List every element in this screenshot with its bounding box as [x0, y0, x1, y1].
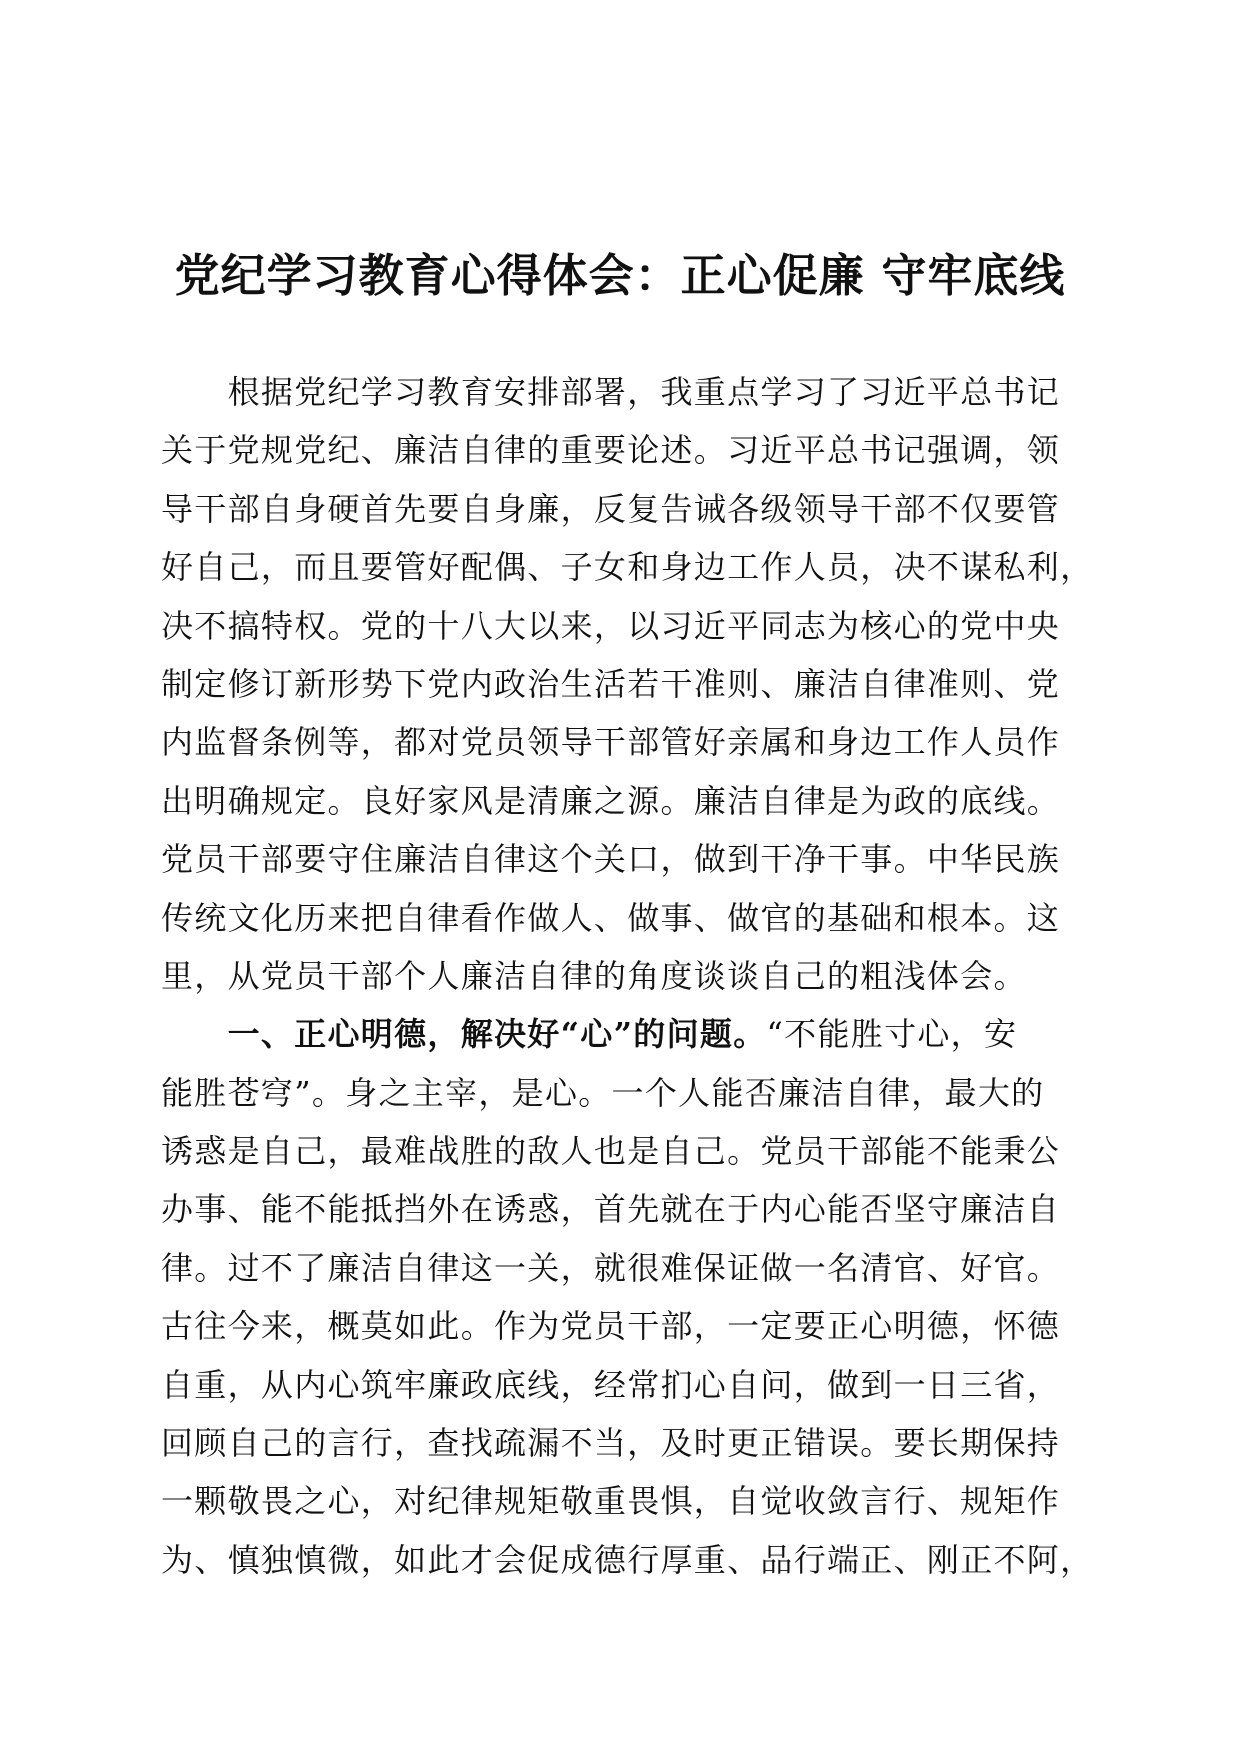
- body-line: 办事、能不能抵挡外在诱惑，首先就在于内心能否坚守廉洁自: [161, 1190, 1061, 1229]
- body-line: 一颗敬畏之心，对纪律规矩敬重畏惧，自觉收敛言行、规矩作: [161, 1482, 1061, 1521]
- body-line: 律。过不了廉洁自律这一关，就很难保证做一名清官、好官。: [161, 1248, 1061, 1287]
- body-line: 传统文化历来把自律看作做人、做事、做官的基础和根本。这: [161, 898, 1061, 937]
- body-line: 诱惑是自己，最难战胜的敌人也是自己。党员干部能不能秉公: [161, 1132, 1061, 1171]
- body-line: [161, 1005, 1061, 1063]
- body-line: 党员干部要守住廉洁自律这个关口，做到干净干事。中华民族: [161, 840, 1061, 879]
- paragraph-section-one: [161, 1005, 1094, 1589]
- body-line: 导干部自身硬首先要自身廉，反复告诫各级领导干部不仅要管: [161, 489, 1061, 528]
- document-body: [161, 363, 1094, 1589]
- body-line: 能胜苍穹”。身之主宰，是心。一个人能否廉洁自律，最大的: [161, 1073, 1045, 1112]
- body-line: 里，从党员干部个人廉洁自律的角度谈谈自己的粗浅体会。: [161, 956, 1027, 995]
- body-line: 好自己，而且要管好配偶、子女和身边工作人员，决不谋私利，: [161, 548, 1094, 587]
- section-heading: 一、正心明德，解决好“心”的问题。: [227, 1015, 767, 1054]
- body-line: 决不搞特权。党的十八大以来，以习近平同志为核心的党中央: [161, 606, 1061, 645]
- body-line: 根据党纪学习教育安排部署，我重点学习了习近平总书记: [227, 373, 1061, 411]
- paragraph-intro: [161, 363, 1094, 1005]
- document-title: 党纪学习教育心得体会：正心促廉 守牢底线: [174, 249, 1066, 302]
- body-line: 制定修订新形势下党内政治生活若干准则、廉洁自律准则、党: [161, 664, 1061, 703]
- body-line: 内监督条例等，都对党员领导干部管好亲属和身边工作人员作: [161, 723, 1061, 762]
- body-line: 回顾自己的言行，查找疏漏不当，及时更正错误。要长期保持: [161, 1424, 1061, 1463]
- body-line: 古往今来，概莫如此。作为党员干部，一定要正心明德，怀德: [161, 1307, 1061, 1346]
- body-line: 为、慎独慎微，如此才会促成德行厚重、品行端正、刚正不阿，: [161, 1540, 1094, 1579]
- body-line: 出明确规定。良好家风是清廉之源。廉洁自律是为政的底线。: [161, 781, 1061, 820]
- body-line: 关于党规党纪、廉洁自律的重要论述。习近平总书记强调，领: [161, 431, 1061, 470]
- body-text: “不能胜寸心，安: [766, 1015, 1018, 1054]
- body-line: 自重，从内心筑牢廉政底线，经常扪心自问，做到一日三省，: [161, 1365, 1061, 1404]
